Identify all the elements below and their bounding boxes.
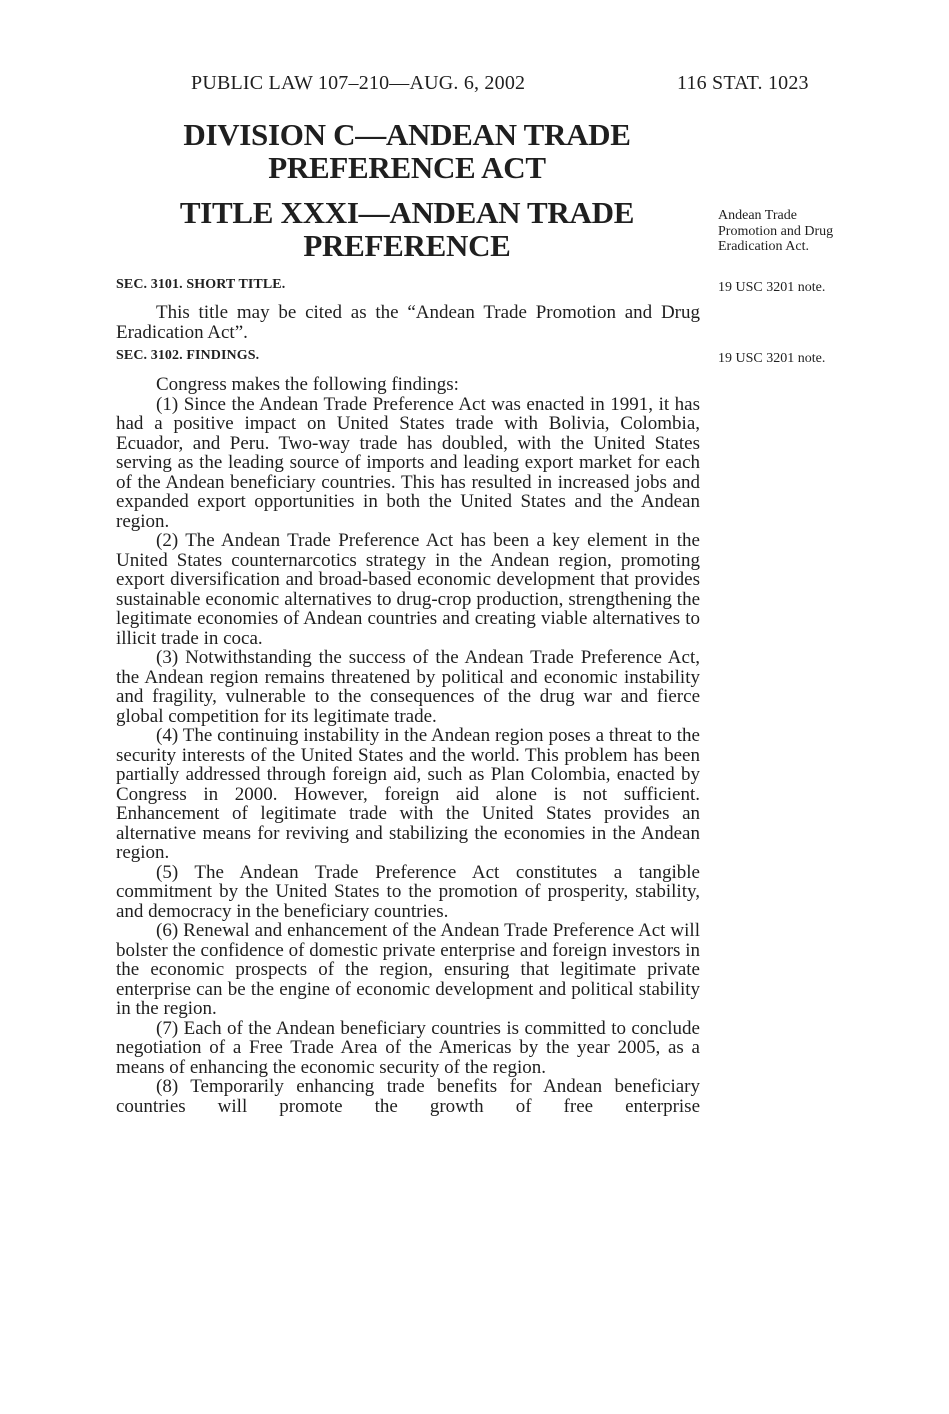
finding-3: (3) Notwithstanding the success of the Andean Trade Preference Act, the Andean region remains threatened by political and economic instability and fragility, vulnerable to the consequences of the drug war and fierce global competition for its legitimate trade.: [116, 647, 700, 727]
finding-4: (4) The continuing instability in the Andean region poses a threat to the security interests of the United States and the world. This problem has been partially addressed through foreign aid, such as Plan Colombia, enacted by Congress in 2000. However, foreign aid alone is not sufficient. Enhancement of legitimate trade with the United States provides an alternative means for reviving and stabilizing the economies in the Andean region.: [116, 725, 700, 863]
running-header-public-law: PUBLIC LAW 107–210—AUG. 6, 2002: [191, 72, 526, 94]
section-3101-body: [116, 303, 700, 342]
finding-2: (2) The Andean Trade Preference Act has been a key element in the United States counternarcotics strategy in the Andean region, promoting export diversification and broad-based economic development that provides sustainable economic alternatives to drug-crop production, strengthening the legitimate economies of Andean countries and creating viable alternatives to illicit trade in coca.: [116, 530, 700, 649]
margin-note-act-name: Andean Trade Promotion and Drug Eradication Act.: [718, 208, 834, 254]
section-3101-text: This title may be cited as the “Andean Trade Promotion and Drug Eradication Act”.: [116, 302, 700, 343]
margin-note-usc-3101: 19 USC 3201 note.: [718, 280, 826, 295]
running-header-statute-page: 116 STAT. 1023: [677, 72, 809, 94]
division-title: DIVISION C—ANDEAN TRADE PREFERENCE ACT: [183, 117, 631, 185]
finding-1: (1) Since the Andean Trade Preference Act was enacted in 1991, it has had a positive impact on United States trade with Bolivia, Colombia, Ecuador, and Peru. Two-way trade has doubled, with the United States serving as the leading source of imports and leading export market for each of the Andean beneficiary countries. This has resulted in increased jobs and expanded export opportunities in both the United States and the Andean region.: [116, 393, 700, 532]
section-3102-body: [116, 375, 700, 1116]
title-heading: TITLE XXXI—ANDEAN TRADE PREFERENCE: [179, 195, 635, 263]
section-3102-heading: SEC. 3102. FINDINGS.: [116, 348, 260, 363]
finding-5: (5) The Andean Trade Preference Act constitutes a tangible commitment by the United States to the promotion of prosperity, stability, and democracy in the beneficiary countries.: [116, 861, 700, 922]
finding-8: (8) Temporarily enhancing trade benefits for Andean beneficiary countries will promote the growth of free enterprise: [116, 1076, 700, 1117]
findings-intro: Congress makes the following findings:: [156, 374, 459, 395]
finding-6: (6) Renewal and enhancement of the Andean Trade Preference Act will bolster the confidence of domestic private enterprise and foreign investors in the economic prospects of the region, ensuring that legitimate private enterprise can be the engine of economic development and political stability in the region.: [116, 920, 700, 1019]
section-3101-heading: SEC. 3101. SHORT TITLE.: [116, 277, 286, 292]
margin-note-usc-3102: 19 USC 3201 note.: [718, 351, 826, 366]
finding-7: (7) Each of the Andean beneficiary countries is committed to conclude negotiation of a Free Trade Area of the Americas by the year 2005, as a means of enhancing the economic security of the region.: [116, 1017, 700, 1078]
